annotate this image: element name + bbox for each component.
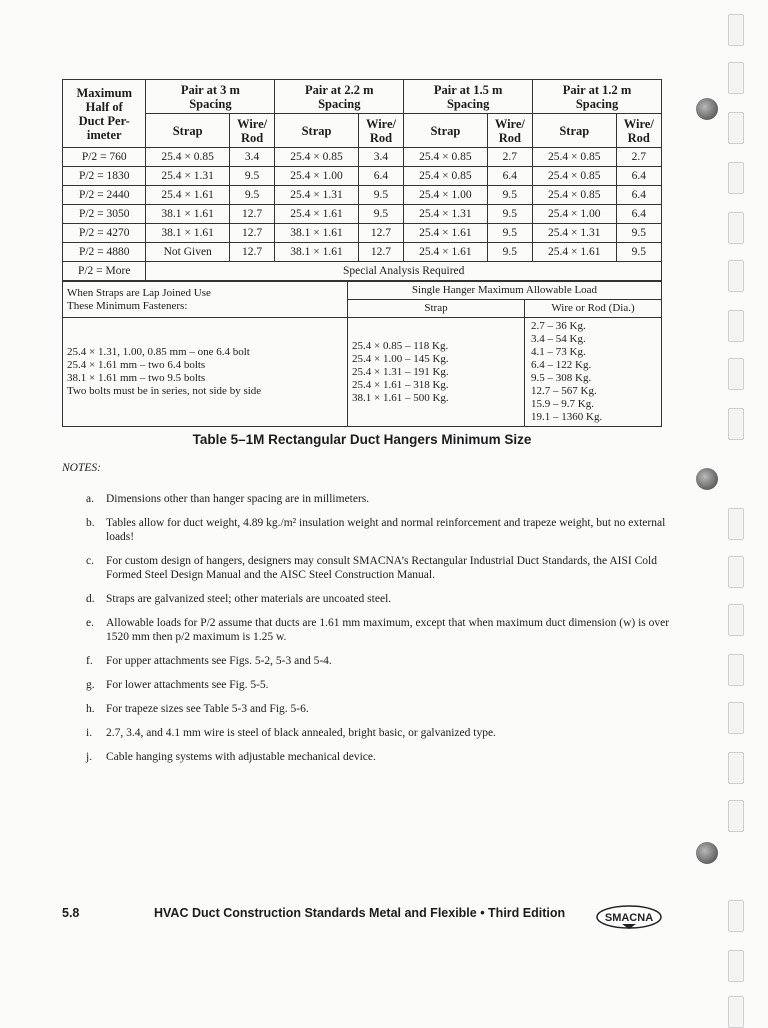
table-cell: 38.1 × 1.61 (146, 224, 229, 243)
list-item: 12.7 – 567 Kg. (531, 385, 597, 397)
header-wire-rod: Wire/ Rod (616, 114, 661, 148)
note-item (86, 750, 676, 764)
note-text: For lower attachments see Fig. 5-5. (106, 679, 269, 691)
note-item (86, 616, 676, 644)
table-cell: 9.5 (616, 243, 661, 262)
table-cell: 12.7 (358, 243, 403, 262)
table-cell: P/2 = 4270 (63, 224, 146, 243)
note-letter: e. (86, 617, 94, 629)
table-cell: 25.4 × 0.85 (533, 167, 616, 186)
note-text: Tables allow for duct weight, 4.89 kg./m² insulation weight and normal reinforcement and trapeze weight, but no external loads! (106, 517, 666, 543)
note-letter: a. (86, 493, 94, 505)
table-cell: 9.5 (358, 186, 403, 205)
list-item: 25.4 × 1.31, 1.00, 0.85 mm – one 6.4 bolt (67, 346, 250, 358)
table-cell: 2.7 (487, 148, 532, 167)
note-text: Dimensions other than hanger spacing are in millimeters. (106, 493, 370, 505)
single-hanger-title: Single Hanger Maximum Allowable Load (348, 282, 662, 300)
wire-load-header: Wire or Rod (Dia.) (525, 300, 662, 318)
table-cell: 12.7 (229, 205, 274, 224)
wire-load-list (525, 318, 662, 427)
table-cell: 6.4 (487, 167, 532, 186)
table-cell: 9.5 (616, 224, 661, 243)
table-cell: 25.4 × 0.85 (533, 148, 616, 167)
table-row (63, 167, 662, 186)
table-caption: Table 5–1M Rectangular Duct Hangers Minimum Size (192, 432, 532, 447)
note-letter: b. (86, 517, 95, 529)
table-cell: 25.4 × 1.61 (533, 243, 616, 262)
table-cell: 12.7 (229, 224, 274, 243)
note-text: Cable hanging systems with adjustable mechanical device. (106, 751, 376, 763)
strap-load-list (348, 318, 525, 427)
fastener-load-table (62, 281, 662, 427)
note-text: For trapeze sizes see Table 5-3 and Fig. 5-6. (106, 703, 309, 715)
note-item (86, 726, 676, 740)
table-cell: 25.4 × 1.00 (533, 205, 616, 224)
header-wire-rod: Wire/ Rod (229, 114, 274, 148)
note-letter: c. (86, 555, 94, 567)
table-cell: 25.4 × 1.31 (146, 167, 229, 186)
table-cell: P/2 = 760 (63, 148, 146, 167)
table-cell: 6.4 (358, 167, 403, 186)
table-cell: P/2 = 2440 (63, 186, 146, 205)
table-cell: 6.4 (616, 205, 661, 224)
table-row (63, 224, 662, 243)
list-item: 3.4 – 54 Kg. (531, 333, 586, 345)
header-strap: Strap (275, 114, 358, 148)
note-item (86, 592, 676, 606)
table-row (63, 148, 662, 167)
table-cell: 38.1 × 1.61 (275, 224, 358, 243)
table-cell: P/2 = 3050 (63, 205, 146, 224)
table-cell: Not Given (146, 243, 229, 262)
table-cell: 25.4 × 1.61 (404, 243, 487, 262)
table-cell: 6.4 (616, 186, 661, 205)
hanger-size-table (62, 79, 662, 281)
table-cell: 25.4 × 1.31 (533, 224, 616, 243)
note-item (86, 492, 676, 506)
table-cell: 9.5 (229, 186, 274, 205)
list-item: 4.1 – 73 Kg. (531, 346, 586, 358)
list-item: 25.4 × 1.00 – 145 Kg. (352, 352, 449, 365)
table-cell: 9.5 (229, 167, 274, 186)
table-cell: 25.4 × 1.00 (275, 167, 358, 186)
notes-title: NOTES: (62, 462, 101, 474)
table-row-more (63, 262, 662, 281)
page-number: 5.8 (62, 906, 80, 920)
note-letter: h. (86, 703, 95, 715)
table-cell: 3.4 (229, 148, 274, 167)
header-pair-2-2m: Pair at 2.2 m Spacing (275, 80, 404, 114)
note-letter: f. (86, 655, 93, 667)
list-item: 38.1 × 1.61 mm – two 9.5 bolts (67, 372, 206, 384)
list-item: Two bolts must be in series, not side by side (67, 385, 262, 397)
note-item (86, 554, 676, 582)
header-pair-1-2m: Pair at 1.2 m Spacing (533, 80, 662, 114)
list-item: 2.7 – 36 Kg. (531, 320, 586, 332)
list-item: 25.4 × 1.61 mm – two 6.4 bolts (67, 359, 206, 371)
list-item: 19.1 – 1360 Kg. (531, 411, 603, 423)
table-cell: 25.4 × 0.85 (533, 186, 616, 205)
list-item: 25.4 × 1.61 – 318 Kg. (352, 378, 449, 391)
list-item: 9.5 – 308 Kg. (531, 372, 592, 384)
note-item (86, 702, 676, 716)
header-strap: Strap (533, 114, 616, 148)
note-text: For custom design of hangers, designers may consult SMACNA’s Rectangular Industrial Duct Standards, the AISI Cold Formed Steel Design Manual and the AISC Steel Construction Manual. (106, 555, 657, 581)
table-cell: 25.4 × 1.31 (404, 205, 487, 224)
table-row (63, 243, 662, 262)
note-text: 2.7, 3.4, and 4.1 mm wire is steel of black annealed, bright basic, or galvanized type. (106, 727, 496, 739)
fastener-list (63, 318, 348, 427)
table-cell: 25.4 × 0.85 (275, 148, 358, 167)
table-body (63, 148, 662, 262)
header-strap: Strap (146, 114, 229, 148)
table-cell: 25.4 × 1.00 (404, 186, 487, 205)
note-letter: d. (86, 593, 95, 605)
table-cell: 12.7 (229, 243, 274, 262)
notes-list (86, 492, 676, 774)
list-item: 6.4 – 122 Kg. (531, 359, 592, 371)
table-cell: 9.5 (487, 243, 532, 262)
list-item: 25.4 × 1.31 – 191 Kg. (352, 365, 449, 378)
header-strap: Strap (404, 114, 487, 148)
note-letter: j. (86, 751, 93, 763)
book-title: HVAC Duct Construction Standards Metal and Flexible • Third Edition (154, 906, 566, 920)
table-cell: 25.4 × 1.31 (275, 186, 358, 205)
strap-load-header: Strap (348, 300, 525, 318)
note-letter: g. (86, 679, 95, 691)
table-row (63, 205, 662, 224)
header-pair-3m: Pair at 3 m Spacing (146, 80, 275, 114)
header-pair-1-5m: Pair at 1.5 m Spacing (404, 80, 533, 114)
table-cell: 2.7 (616, 148, 661, 167)
binder-edge (714, 0, 754, 1024)
table-cell: 12.7 (358, 224, 403, 243)
header-max-half-perimeter: Maximum Half of Duct Per- imeter (63, 80, 146, 148)
table-cell: P/2 = 4880 (63, 243, 146, 262)
table-cell: 9.5 (487, 224, 532, 243)
header-wire-rod: Wire/ Rod (487, 114, 532, 148)
table-cell: 9.5 (487, 205, 532, 224)
table-cell: P/2 = 1830 (63, 167, 146, 186)
table-cell: 9.5 (487, 186, 532, 205)
note-item (86, 654, 676, 668)
list-item: 38.1 × 1.61 – 500 Kg. (352, 391, 449, 404)
lap-joined-title: When Straps are Lap Joined Use These Minimum Fasteners: (63, 282, 348, 318)
smacna-logo (596, 904, 662, 930)
table-cell: 25.4 × 1.61 (275, 205, 358, 224)
table-cell: 6.4 (616, 167, 661, 186)
table-cell: 25.4 × 0.85 (404, 167, 487, 186)
table-cell: 25.4 × 1.61 (146, 186, 229, 205)
note-text: For upper attachments see Figs. 5-2, 5-3 and 5-4. (106, 655, 332, 667)
note-text: Allowable loads for P/2 assume that ducts are 1.61 mm maximum, except that when maximum duct dimension (w) is over 1520 mm then p/2 maximum is 1.25 w. (106, 617, 670, 643)
table-cell: P/2 = More (63, 262, 146, 281)
table-cell: 38.1 × 1.61 (146, 205, 229, 224)
table-cell: 38.1 × 1.61 (275, 243, 358, 262)
logo-text: SMACNA (604, 912, 654, 924)
table-cell: 3.4 (358, 148, 403, 167)
table-cell: 25.4 × 0.85 (404, 148, 487, 167)
table-row (63, 186, 662, 205)
note-item (86, 516, 676, 544)
table-cell: 25.4 × 1.61 (404, 224, 487, 243)
special-analysis-cell: Special Analysis Required (146, 262, 662, 281)
list-item: 15.9 – 9.7 Kg. (531, 398, 594, 410)
note-text: Straps are galvanized steel; other materials are uncoated steel. (106, 593, 392, 605)
note-item (86, 678, 676, 692)
list-item: 25.4 × 0.85 – 118 Kg. (352, 339, 449, 352)
table-cell: 9.5 (358, 205, 403, 224)
header-wire-rod: Wire/ Rod (358, 114, 403, 148)
note-letter: i. (86, 727, 93, 739)
table-cell: 25.4 × 0.85 (146, 148, 229, 167)
